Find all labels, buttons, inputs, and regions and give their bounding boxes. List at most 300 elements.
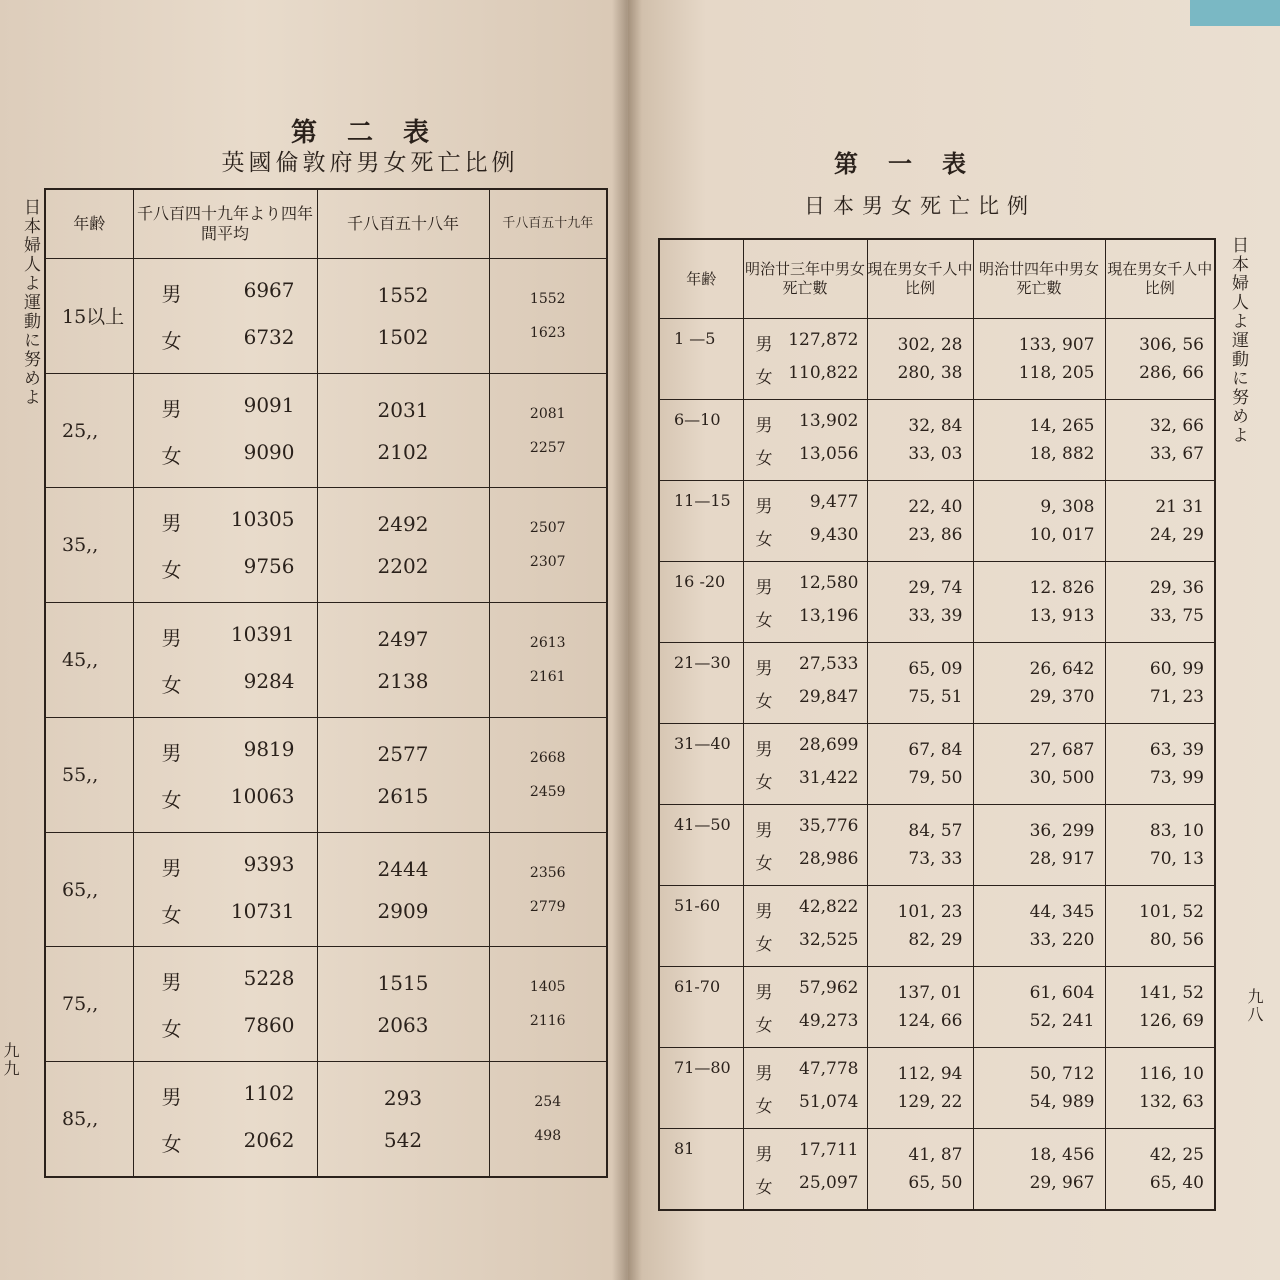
age-cell: 61-70 [659, 967, 743, 1048]
male-value: 12. 826 [1029, 578, 1095, 598]
table-row [659, 1048, 1215, 1129]
header-1859: 千八百五十九年 [489, 189, 607, 259]
male-value: 13,902 [799, 411, 859, 431]
female-value: 65, 50 [908, 1173, 963, 1193]
female-label: 女 [161, 1017, 182, 1042]
deaths-m23-cell [743, 886, 867, 967]
male-value: 12,580 [799, 573, 859, 593]
female-value: 124, 66 [897, 1011, 963, 1031]
left-table-subtitle: 英國倫敦府男女死亡比例 [221, 150, 519, 176]
male-value: 57,962 [799, 978, 859, 998]
male-value: 84, 57 [908, 821, 963, 841]
table-row [659, 643, 1215, 724]
female-value: 33, 75 [1149, 606, 1204, 626]
female-value: 129, 22 [897, 1092, 963, 1112]
y1858-cell [317, 488, 489, 603]
female-value: 126, 69 [1139, 1011, 1204, 1031]
male-value: 21 31 [1155, 497, 1204, 517]
book-gutter [612, 0, 642, 1280]
male-value: 41, 87 [908, 1145, 963, 1165]
male-label: 男 [755, 821, 773, 841]
table-row [45, 259, 607, 374]
male-label: 男 [755, 1145, 773, 1165]
female-value: 65, 40 [1149, 1173, 1204, 1193]
female-value: 2909 [377, 898, 429, 923]
female-value: 2257 [529, 439, 566, 456]
ratio-m24-cell [1105, 967, 1215, 1048]
table-row [45, 1062, 607, 1177]
male-value: 2497 [377, 627, 429, 652]
male-value: 36, 299 [1029, 821, 1095, 841]
ratio-m23-cell [867, 562, 973, 643]
female-value: 542 [383, 1128, 423, 1153]
female-value: 2102 [377, 439, 429, 464]
female-label: 女 [755, 692, 773, 712]
table-header-row [45, 189, 607, 259]
right-table-title: 第一表 [834, 149, 996, 178]
female-label: 女 [755, 773, 773, 793]
male-value: 29, 74 [908, 578, 963, 598]
male-value: 9819 [243, 736, 295, 761]
male-value: 1102 [243, 1081, 295, 1106]
male-value: 50, 712 [1029, 1064, 1095, 1084]
deaths-m24-cell [973, 724, 1105, 805]
female-value: 28,986 [799, 849, 859, 869]
table-row [659, 967, 1215, 1048]
male-value: 27,533 [799, 654, 859, 674]
male-value: 63, 39 [1149, 740, 1204, 760]
ratio-m23-cell [867, 400, 973, 481]
table-row [659, 1129, 1215, 1211]
female-value: 2116 [529, 1013, 566, 1030]
table-row [45, 832, 607, 947]
table-row [45, 488, 607, 603]
male-value: 29, 36 [1149, 578, 1204, 598]
y1859-cell [489, 947, 607, 1062]
y1859-cell [489, 603, 607, 718]
deaths-m23-cell [743, 643, 867, 724]
avg-cell [133, 603, 317, 718]
male-value: 137, 01 [897, 983, 963, 1003]
avg-cell [133, 373, 317, 488]
avg-cell [133, 259, 317, 374]
age-cell: 16 -20 [659, 562, 743, 643]
header-1858: 千八百五十八年 [317, 189, 489, 259]
female-value: 25,097 [799, 1173, 859, 1193]
female-value: 33, 67 [1149, 444, 1204, 464]
female-value: 498 [534, 1128, 562, 1145]
male-value: 293 [383, 1086, 423, 1111]
male-value: 101, 23 [897, 902, 963, 922]
female-label: 女 [755, 935, 773, 955]
header-ratio-m23: 現在男女千人中比例 [867, 239, 973, 319]
male-label: 男 [755, 578, 773, 598]
male-value: 254 [534, 1094, 562, 1111]
deaths-m23-cell [743, 805, 867, 886]
male-value: 10305 [230, 507, 295, 532]
female-value: 10063 [230, 783, 295, 808]
female-value: 9756 [243, 554, 295, 579]
male-value: 2081 [529, 405, 566, 422]
female-value: 31,422 [799, 768, 859, 788]
deaths-m24-cell [973, 319, 1105, 400]
male-value: 127,872 [788, 330, 859, 350]
female-label: 女 [161, 1132, 182, 1157]
male-value: 1405 [529, 979, 566, 996]
female-label: 女 [161, 787, 182, 812]
male-value: 101, 52 [1139, 902, 1204, 922]
male-value: 17,711 [799, 1140, 859, 1160]
male-value: 2492 [377, 512, 429, 537]
male-value: 1552 [529, 290, 566, 307]
ratio-m24-cell [1105, 562, 1215, 643]
age-cell: 45,, [45, 603, 133, 718]
male-value: 9,477 [809, 492, 859, 512]
female-value: 29, 370 [1029, 687, 1095, 707]
female-value: 49,273 [799, 1011, 859, 1031]
male-value: 32, 66 [1149, 416, 1204, 436]
table-row [659, 724, 1215, 805]
age-cell: 6—10 [659, 400, 743, 481]
ratio-m24-cell [1105, 724, 1215, 805]
female-value: 71, 23 [1149, 687, 1204, 707]
table-row [659, 562, 1215, 643]
ratio-m24-cell [1105, 1048, 1215, 1129]
male-value: 2031 [377, 397, 429, 422]
female-value: 2459 [529, 783, 566, 800]
male-label: 男 [755, 983, 773, 1003]
male-label: 男 [161, 855, 182, 880]
female-label: 女 [755, 530, 773, 550]
female-label: 女 [755, 368, 773, 388]
male-value: 42,822 [799, 897, 859, 917]
female-value: 24, 29 [1149, 525, 1204, 545]
male-value: 67, 84 [908, 740, 963, 760]
female-value: 51,074 [799, 1092, 859, 1112]
female-value: 2063 [377, 1013, 429, 1038]
age-cell: 15以上 [45, 259, 133, 374]
male-label: 男 [161, 1085, 182, 1110]
male-label: 男 [755, 497, 773, 517]
y1858-cell [317, 717, 489, 832]
deaths-m24-cell [973, 805, 1105, 886]
y1858-cell [317, 832, 489, 947]
age-cell: 1 —5 [659, 319, 743, 400]
male-value: 9393 [243, 851, 295, 876]
deaths-m23-cell [743, 1048, 867, 1129]
female-label: 女 [755, 611, 773, 631]
ratio-m24-cell [1105, 643, 1215, 724]
ratio-m24-cell [1105, 1129, 1215, 1211]
header-age: 年齢 [659, 239, 743, 319]
female-value: 6732 [243, 324, 295, 349]
female-value: 2307 [529, 554, 566, 571]
age-cell: 31—40 [659, 724, 743, 805]
age-cell: 75,, [45, 947, 133, 1062]
age-cell: 51-60 [659, 886, 743, 967]
male-label: 男 [755, 902, 773, 922]
female-value: 118, 205 [1018, 363, 1095, 383]
deaths-m23-cell [743, 1129, 867, 1211]
header-ratio-m24: 現在男女千人中比例 [1105, 239, 1215, 319]
female-value: 2202 [377, 554, 429, 579]
female-value: 13,196 [799, 606, 859, 626]
female-value: 54, 989 [1029, 1092, 1095, 1112]
table-row [659, 400, 1215, 481]
y1859-cell [489, 1062, 607, 1177]
female-value: 280, 38 [897, 363, 963, 383]
ratio-m24-cell [1105, 886, 1215, 967]
female-value: 1502 [377, 324, 429, 349]
age-cell: 55,, [45, 717, 133, 832]
ratio-m24-cell [1105, 805, 1215, 886]
male-label: 男 [755, 1064, 773, 1084]
right-page-number: 九八 [1245, 988, 1264, 1024]
male-label: 男 [755, 416, 773, 436]
avg-cell [133, 832, 317, 947]
avg-cell [133, 947, 317, 1062]
female-value: 23, 86 [908, 525, 963, 545]
male-value: 61, 604 [1029, 983, 1095, 1003]
male-label: 男 [755, 740, 773, 760]
ratio-m24-cell [1105, 400, 1215, 481]
deaths-m23-cell [743, 724, 867, 805]
y1858-cell [317, 947, 489, 1062]
male-value: 26, 642 [1029, 659, 1095, 679]
male-label: 男 [755, 659, 773, 679]
deaths-m23-cell [743, 562, 867, 643]
female-value: 13,056 [799, 444, 859, 464]
ratio-m23-cell [867, 1048, 973, 1129]
ratio-m23-cell [867, 967, 973, 1048]
female-value: 9,430 [809, 525, 859, 545]
table-row [45, 947, 607, 1062]
age-cell: 81 [659, 1129, 743, 1211]
y1859-cell [489, 373, 607, 488]
female-value: 82, 29 [908, 930, 963, 950]
age-cell: 85,, [45, 1062, 133, 1177]
female-value: 29, 967 [1029, 1173, 1095, 1193]
table-row [45, 603, 607, 718]
age-cell: 35,, [45, 488, 133, 603]
male-label: 男 [161, 740, 182, 765]
right-side-title: 日本婦人よ運動に努めよ [1228, 236, 1248, 445]
female-label: 女 [161, 558, 182, 583]
deaths-m24-cell [973, 562, 1105, 643]
female-label: 女 [755, 449, 773, 469]
deaths-m24-cell [973, 400, 1105, 481]
deaths-m24-cell [973, 1048, 1105, 1129]
female-label: 女 [755, 1097, 773, 1117]
female-label: 女 [161, 673, 182, 698]
male-value: 5228 [243, 966, 295, 991]
male-label: 男 [161, 281, 182, 306]
header-age: 年齢 [45, 189, 133, 259]
male-label: 男 [755, 335, 773, 355]
male-value: 27, 687 [1029, 740, 1095, 760]
male-value: 44, 345 [1029, 902, 1095, 922]
male-label: 男 [161, 970, 182, 995]
male-value: 9091 [243, 392, 295, 417]
male-value: 112, 94 [897, 1064, 963, 1084]
female-value: 70, 13 [1149, 849, 1204, 869]
male-value: 2356 [529, 864, 566, 881]
female-value: 2615 [377, 783, 429, 808]
ratio-m23-cell [867, 481, 973, 562]
female-value: 7860 [243, 1013, 295, 1038]
age-cell: 25,, [45, 373, 133, 488]
female-value: 10, 017 [1029, 525, 1095, 545]
age-cell: 71—80 [659, 1048, 743, 1129]
japan-mortality-table [658, 238, 1216, 1211]
left-page-number: 九九 [1, 1042, 20, 1078]
header-avg-1849: 千八百四十九年より四年間平均 [133, 189, 317, 259]
male-value: 116, 10 [1139, 1064, 1204, 1084]
table-row [659, 481, 1215, 562]
female-value: 2161 [529, 669, 566, 686]
female-value: 33, 220 [1029, 930, 1095, 950]
female-label: 女 [755, 854, 773, 874]
ratio-m23-cell [867, 319, 973, 400]
female-value: 132, 63 [1139, 1092, 1204, 1112]
female-value: 30, 500 [1029, 768, 1095, 788]
table-header-row [659, 239, 1215, 319]
female-value: 73, 99 [1149, 768, 1204, 788]
ratio-m23-cell [867, 724, 973, 805]
male-label: 男 [161, 396, 182, 421]
male-value: 2444 [377, 856, 429, 881]
male-value: 35,776 [799, 816, 859, 836]
male-value: 83, 10 [1149, 821, 1204, 841]
age-cell: 21—30 [659, 643, 743, 724]
ratio-m23-cell [867, 805, 973, 886]
london-mortality-table [44, 188, 608, 1178]
male-value: 2613 [529, 635, 566, 652]
male-value: 28,699 [799, 735, 859, 755]
deaths-m23-cell [743, 967, 867, 1048]
female-value: 75, 51 [908, 687, 963, 707]
deaths-m24-cell [973, 886, 1105, 967]
male-value: 133, 907 [1018, 335, 1095, 355]
avg-cell [133, 488, 317, 603]
male-value: 14, 265 [1029, 416, 1095, 436]
male-value: 42, 25 [1149, 1145, 1204, 1165]
y1859-cell [489, 259, 607, 374]
female-value: 33, 39 [908, 606, 963, 626]
y1858-cell [317, 1062, 489, 1177]
female-value: 28, 917 [1029, 849, 1095, 869]
female-label: 女 [755, 1016, 773, 1036]
y1859-cell [489, 488, 607, 603]
deaths-m23-cell [743, 319, 867, 400]
female-value: 13, 913 [1029, 606, 1095, 626]
female-value: 9090 [243, 439, 295, 464]
y1858-cell [317, 603, 489, 718]
deaths-m24-cell [973, 481, 1105, 562]
ratio-m23-cell [867, 886, 973, 967]
male-value: 32, 84 [908, 416, 963, 436]
table-row [659, 805, 1215, 886]
male-label: 男 [161, 511, 182, 536]
right-table-subtitle: 日本男女死亡比例 [804, 194, 1036, 218]
ratio-m23-cell [867, 643, 973, 724]
y1859-cell [489, 717, 607, 832]
female-value: 2062 [243, 1128, 295, 1153]
male-value: 2577 [377, 741, 429, 766]
female-value: 9284 [243, 669, 295, 694]
male-value: 65, 09 [908, 659, 963, 679]
table-row [45, 373, 607, 488]
deaths-m23-cell [743, 481, 867, 562]
table-row [659, 886, 1215, 967]
male-value: 9, 308 [1040, 497, 1095, 517]
table-row [45, 717, 607, 832]
y1858-cell [317, 373, 489, 488]
female-label: 女 [755, 1178, 773, 1198]
left-side-title: 日本婦人よ運動に努めよ [20, 198, 40, 407]
male-label: 男 [161, 626, 182, 651]
male-value: 2507 [529, 520, 566, 537]
female-value: 33, 03 [908, 444, 963, 464]
female-label: 女 [161, 443, 182, 468]
ratio-m24-cell [1105, 481, 1215, 562]
male-value: 22, 40 [908, 497, 963, 517]
female-label: 女 [161, 328, 182, 353]
age-cell: 11—15 [659, 481, 743, 562]
female-value: 10731 [230, 898, 295, 923]
female-value: 80, 56 [1149, 930, 1204, 950]
female-value: 110,822 [788, 363, 859, 383]
male-value: 302, 28 [897, 335, 963, 355]
female-value: 52, 241 [1029, 1011, 1095, 1031]
header-deaths-m24: 明治廿四年中男女死亡數 [973, 239, 1105, 319]
background-corner [1190, 0, 1280, 26]
header-deaths-m23: 明治廿三年中男女死亡數 [743, 239, 867, 319]
male-value: 18, 456 [1029, 1145, 1095, 1165]
male-value: 47,778 [799, 1059, 859, 1079]
ratio-m24-cell [1105, 319, 1215, 400]
deaths-m24-cell [973, 643, 1105, 724]
avg-cell [133, 1062, 317, 1177]
female-value: 286, 66 [1139, 363, 1204, 383]
female-label: 女 [161, 902, 182, 927]
left-table-title: 第二表 [290, 118, 459, 148]
avg-cell [133, 717, 317, 832]
age-cell: 65,, [45, 832, 133, 947]
female-value: 2779 [529, 898, 566, 915]
female-value: 73, 33 [908, 849, 963, 869]
age-cell: 41—50 [659, 805, 743, 886]
male-value: 2668 [529, 749, 566, 766]
deaths-m24-cell [973, 967, 1105, 1048]
female-value: 29,847 [799, 687, 859, 707]
deaths-m23-cell [743, 400, 867, 481]
male-value: 1515 [377, 971, 429, 996]
male-value: 141, 52 [1139, 983, 1204, 1003]
male-value: 60, 99 [1149, 659, 1204, 679]
male-value: 1552 [377, 282, 429, 307]
female-value: 18, 882 [1029, 444, 1095, 464]
female-value: 79, 50 [908, 768, 963, 788]
table-row [659, 319, 1215, 400]
y1858-cell [317, 259, 489, 374]
male-value: 306, 56 [1139, 335, 1204, 355]
male-value: 6967 [243, 277, 295, 302]
female-value: 32,525 [799, 930, 859, 950]
ratio-m23-cell [867, 1129, 973, 1211]
deaths-m24-cell [973, 1129, 1105, 1211]
female-value: 1623 [529, 324, 566, 341]
